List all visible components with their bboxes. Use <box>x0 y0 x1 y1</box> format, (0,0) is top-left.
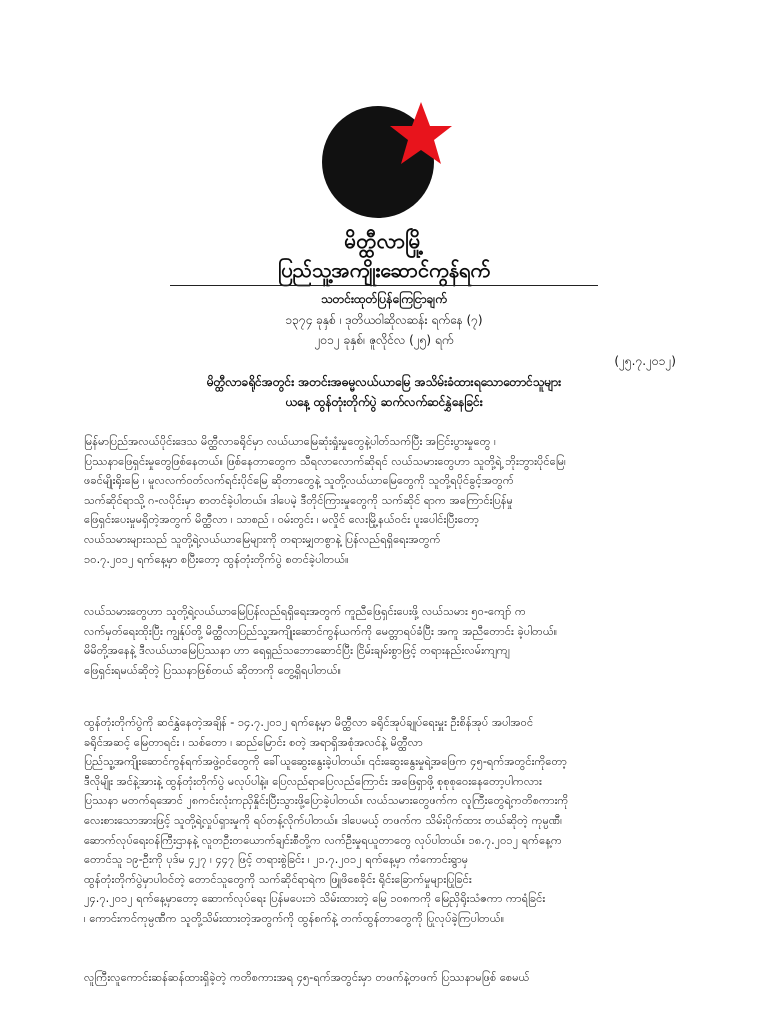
paragraph-line: ၊ ကောင်းကင်ကုမ္ပဏီက သူတို့သိမ်းထားတဲ့အတွက်ကို ထွန်စက်နဲ့ တက်ထွန်တာတွေကို ပြုလုပ်ခဲ့ကြပါတယ်။ <box>84 911 505 925</box>
paragraph-line: ဖခင်မျိုးရိုးမြေ ၊ မူလလက်ဝတ်လက်ရင်းပိုင်မြေ ဆိုတာတွေနဲ့ သူတို့လယ်ယာမြေတွေကို သူတို့ရပိုင်ခွင့်အတွက် <box>84 474 514 488</box>
paragraph-2 <box>84 602 684 680</box>
paragraph-line: သက်ဆိုင်ရာသို့ ဂ-လပိုင်းမှာ စာတင်ခဲ့ပါတယ်။ ဒါပေမဲ့ ဒီတိုင်ကြားမှုတွေကို သက်ဆိုင် ရာက အကြောင်းပြန်မှု <box>84 493 513 507</box>
paragraph-line: လက်မှတ်ရေးထိုးပြီး ကျွန်ုပ်တို့ မိတ္ထီလာပြည်သူ့အကျိုးဆောင်ကွန်ယက်ကို မေတ္တာရပ်ခံပြီး အကူ အညီတောင်း ခဲ့ပါတယ်။ <box>84 624 558 638</box>
organization-city: မိတ္ထီလာမြို့ <box>344 228 424 253</box>
paragraph-3 <box>84 713 684 929</box>
reference-date: (၂၅.၇.၂၀၁၂) <box>614 354 676 368</box>
paragraph-1 <box>84 432 684 569</box>
paragraph-line: မြန်မာပြည်အလယ်ပိုင်းဒေသ မိတ္ထီလာခရိုင်မှာ လယ်ယာမြေဆုံးရှုံးမှုတွေနဲ့ပါတ်သက်ပြီး အငြင်းပွားမှုတွေ ၊ <box>84 435 496 448</box>
paragraph-line: ပြဿနာဖြေရှင်းမှုတွေဖြစ်နေတယ်။ ဖြစ်နေတာတွေက သီရလာလောက်ဆိုရင် လယ်သမားတွေဟာ သူတို့ရဲ့ ဘိုးဘွားပိုင်မြေ၊ <box>84 454 566 468</box>
paragraph-line: မိမိတို့အနေနဲ့ ဒီလယ်ယာမြေပြဿနာ ဟာ ရေရှည်သဘောဆောင်ပြီး ငြိမ်းချမ်းစွာဖြင့် တရားနည်းလမ်းကျကျ <box>84 644 510 658</box>
paragraph-line: ဖြေရှင်းရမယ်ဆိုတဲ့ ပြဿနာဖြစ်တယ် ဆိုတာကို တွေ့ရှိရပါတယ်။ <box>84 663 341 677</box>
header-divider <box>170 285 598 286</box>
paragraph-line: လယ်သမားများသည် သူတို့ရဲ့လယ်ယာမြေများကို တရားမျှတစွာနဲ့ ပြန်လည်ရရှိရေးအတွက် <box>84 532 441 546</box>
paragraph-line: ဆောက်လုပ်ရေးဝန်ကြီးဌာနနဲ့ လူတဦးတယောက်ချင်းစီတို့က လက်ဦးမှုရယူတာတွေ လုပ်ပါတယ်။ ၁၈.၇.၂၀၁၂ ရက်နေ့က <box>84 833 562 847</box>
paragraph-line: တောင်သူ ၁၉-ဦးကို ပုဒ်မ ၄၂၇ ၊ ၄၄၇ ဖြင့် တရားစွဲခြင်း ၊ ၂၁.၇.၂၀၁၂ ရက်နေ့မှာ ကံကောင်းရွာမှ <box>84 853 469 867</box>
organization-name: ပြည်သူ့အကျိုးဆောင်ကွန်ရက် <box>277 258 491 282</box>
paragraph-line: ဖြေရှင်းပေးမှုမရှိတဲ့အတွက် မိတ္ထီလာ ၊ သာစည် ၊ ဝမ်းတွင်း ၊ မလှိုင် လေးမြို့နယ်ဝင်း ပူးပေါင်းပြီးတော့ <box>84 513 479 527</box>
paragraph-line: ၂၄.၇.၂၀၁၂ ရက်နေ့မှာတော့ ဆောက်လုပ်ရေး ပြန်မပေးဘဲ သိမ်းထားတဲ့ မြေ ၁၀၈ကကို မြေညှိရိုးသံဇကာ ကာရံခြင်း <box>84 892 546 906</box>
paragraph-line: ထွန်တုံးတိုက်ပွဲကို ဆင်နွှဲနေတဲ့အချိန် - ၁၄.၇.၂၀၁၂ ရက်နေ့မှာ မိတ္ထီလာ ခရိုင်အုပ်ချုပ်ရေးမှူး ဦးစိန်အုပ် အပါအဝင် <box>84 716 534 729</box>
headline-line-2: ယနေ့ ထွန်တုံးတိုက်ပွဲ ဆက်လက်ဆင်နွှဲနေခြင်း <box>285 395 483 409</box>
paragraph-line: ဒီလိုမျိုး အင်နဲ့အားနဲ့ ထွန်တုံးတိုက်ပွဲ မလုပ်ပါနဲ့။ ပြေလည်ရာပြေလည်ကြောင်း အဖြေရှာဖို့ စုစုစုဝေးနေတော့ပါကလား <box>84 774 542 788</box>
headline-line-1: မိတ္ထီလာခရိုင်အတွင်း အတင်းအဓမ္မလယ်ယာမြေ အသိမ်းခံထားရသောတောင်သူများ <box>206 375 562 389</box>
logo <box>318 100 452 220</box>
paragraph-line: ခရိုင်အဆင့် မြေတာရင်း ၊ သစ်တော ၊ ဆည်မြောင်း စတဲ့ အရာရှိအစုံအလင်နဲ့ မိတ္ထီလာ <box>84 735 423 749</box>
paragraph-line: လယ်သမားတွေဟာ သူတို့ရဲ့လယ်ယာမြေပြန်လည်ရရှိရေးအတွက် ကူညီဖြေရှင်းပေးဖို့ လယ်သမား ၅၀-ကျော် က <box>84 605 526 618</box>
burmese-date: ၁၃၇၄ ခုနှစ် ၊ ဒုတိယဝါဆိုလဆန်း ရက်နေ (၇) <box>285 313 483 327</box>
gregorian-date: ၂၀၁၂ ခုနှစ်၊ ဇူလိုင်လ (၂၅) ရက် <box>314 333 454 347</box>
paragraph-line: ၁၀.၇.၂၀၁၂ ရက်နေ့မှာ စပြီးတော့ ထွန်တုံးတိုက်ပွဲ စတင်ခဲ့ပါတယ်။ <box>84 552 349 566</box>
paragraph-line: လေးစားသောအားဖြင့် သူတို့ရဲ့လှုပ်ရှားမှုကို ရပ်တန့်လိုက်ပါတယ်။ ဒါပေမယ့် တဖက်က သိမ်းပိုက်ထား တယ်ဆိုတဲ့ ကုမ္ပဏီ၊ <box>84 813 562 827</box>
paragraph-line: ပြဿနာ မတက်ရအောင် ၂၈ကင်းလုံးကညှိနှိုင်းပြီးသွားဖို့ပြောခဲ့ပါတယ်။ လယ်သမားတွေဖက်က လူကြီးတွေရဲ့ကတိစကားကို <box>84 794 569 808</box>
paragraph-4 <box>84 968 684 988</box>
paragraph-line: ပြည်သူ့အကျိုးဆောင်ကွန်ရက်အဖွဲ့ဝင်တွေကို ခေါ်ယူဆွေးနွေးခဲ့ပါတယ်။ ၎င်းဆွေးနွေးမှုရဲ့အဖြေက ၄၅-ရက်အတွင်းကိုတော့ <box>84 755 567 769</box>
paragraph-line: လူကြီးလူကောင်းဆန်ဆန်ထားရှိခဲ့တဲ့ ကတိစကားအရ ၄၅-ရက်အတွင်းမှာ တဖက်နဲ့တဖက် ပြဿနာမဖြစ် စေမယ် <box>84 971 530 984</box>
statement-type: သတင်းထုတ်ပြန်ကြေငြာချက် <box>321 292 447 306</box>
paragraph-line: ထွန်တုံးတိုက်ပွဲမှာပါဝင်တဲ့ တောင်သူတွေကို သက်ဆိုင်ရာရဲက ဖြူဖိစေခိုင်း ရိုင်းခြောက်မှုများပြုခြင်း <box>84 872 472 886</box>
